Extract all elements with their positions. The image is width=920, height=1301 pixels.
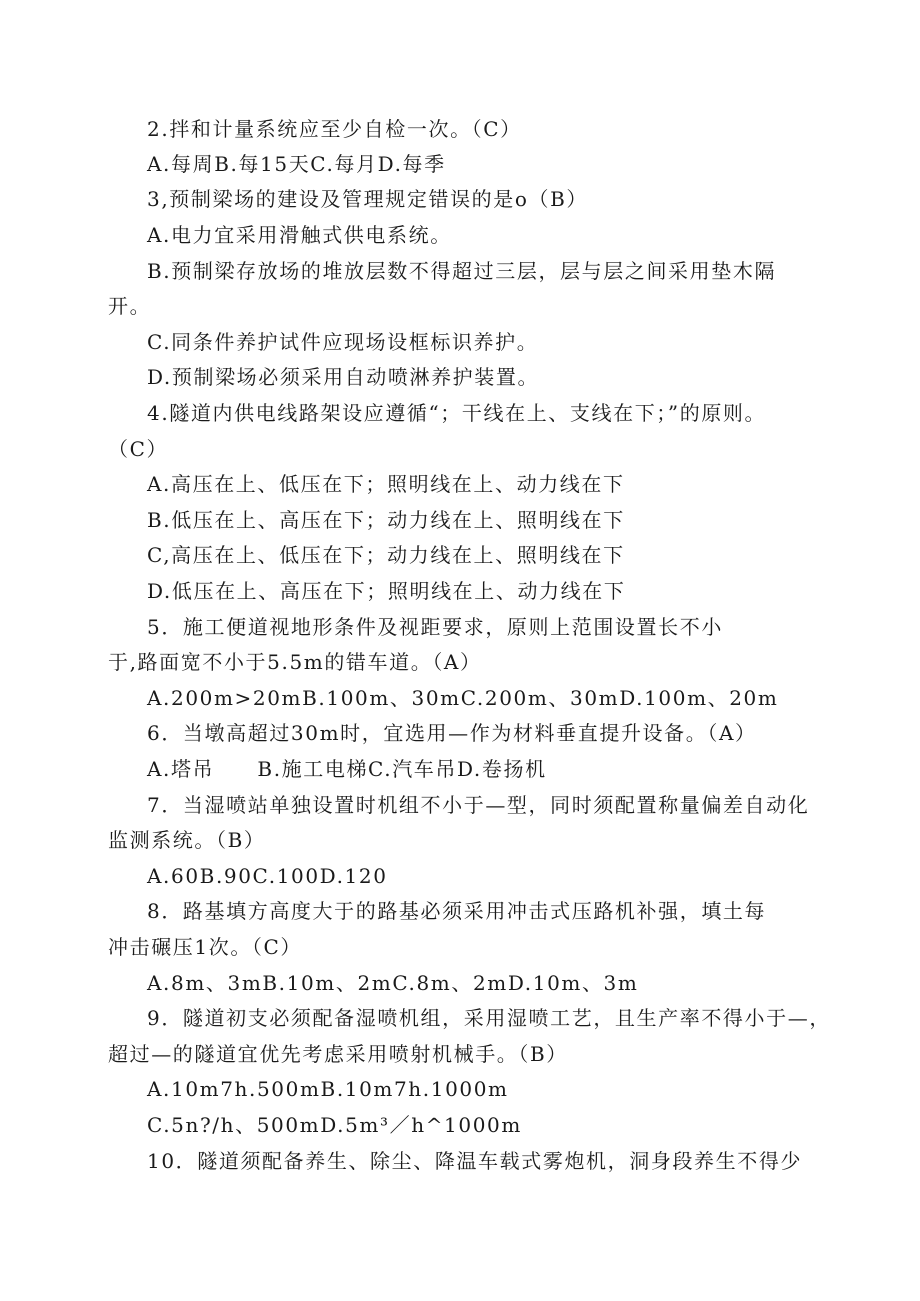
text-line: 2.拌和计量系统应至少自检一次。（C）: [147, 117, 522, 141]
text-line: 9．隧道初支必须配备湿喷机组，采用湿喷工艺，且生产率不得小于—，: [147, 1006, 831, 1030]
text-line: A.8m、3mB.10m、2mC.8m、2mD.10m、3m: [147, 971, 639, 995]
text-line: 冲击碾压1次。（C）: [108, 935, 303, 959]
text-line: 于,路面宽不小于5.5m的错车道。（A）: [108, 650, 482, 674]
text-line: 8．路基填方高度大于的路基必须采用冲击式压路机补强，填土每: [147, 899, 767, 923]
text-line: 7．当湿喷站单独设置时机组不小于—型，同时须配置称量偏差自动化: [147, 793, 810, 817]
text-line: A.塔吊 B.施工电梯C.汽车吊D.卷扬机: [147, 757, 547, 781]
text-line: A.10m7h.500mB.10m7h.1000m: [147, 1077, 509, 1101]
text-line: （C）: [108, 437, 169, 461]
text-line: 4.隧道内供电线路架设应遵循“；干线在上、支线在下；”的原则。: [147, 401, 767, 425]
text-line: A.每周B.每15天C.每月D.每季: [147, 152, 446, 176]
text-line: 5．施工便道视地形条件及视距要求，原则上范围设置长不小: [147, 615, 723, 639]
text-line: 6．当墩高超过30m时，宜选用—作为材料垂直提升设备。（A）: [147, 721, 757, 745]
text-line: B.预制梁存放场的堆放层数不得超过三层，层与层之间采用垫木隔: [147, 259, 777, 283]
text-line: B.低压在上、高压在下；动力线在上、照明线在下: [147, 508, 625, 532]
text-line: C.同条件养护试件应现场设框标识养护。: [147, 330, 539, 354]
text-line: C,高压在上、低压在下；动力线在上、照明线在下: [147, 543, 625, 567]
text-line: A.200m>20mB.100m、30mC.200m、30mD.100m、20m: [147, 686, 779, 710]
text-line: A.电力宜采用滑触式供电系统。: [147, 223, 452, 247]
text-line: 开。: [108, 294, 152, 318]
text-line: A.60B.90C.100D.120: [147, 864, 388, 888]
text-line: D.低压在上、高压在下；照明线在上、动力线在下: [147, 579, 626, 603]
text-line: A.高压在上、低压在下；照明线在上、动力线在下: [147, 472, 625, 496]
text-line: D.预制梁场必须采用自动喷淋养护装置。: [147, 365, 540, 389]
text-line: 监测系统。（B）: [108, 828, 266, 852]
text-line: 10．隧道须配备养生、除尘、降温车载式雾炮机，洞身段养生不得少: [147, 1149, 803, 1173]
text-line: 3,预制梁场的建设及管理规定错误的是o（B）: [147, 187, 589, 211]
text-line: C.5n?/h、500mD.5m³／h^1000m: [147, 1113, 522, 1137]
text-line: 超过—的隧道宜优先考虑采用喷射机械手。（B）: [108, 1042, 568, 1066]
